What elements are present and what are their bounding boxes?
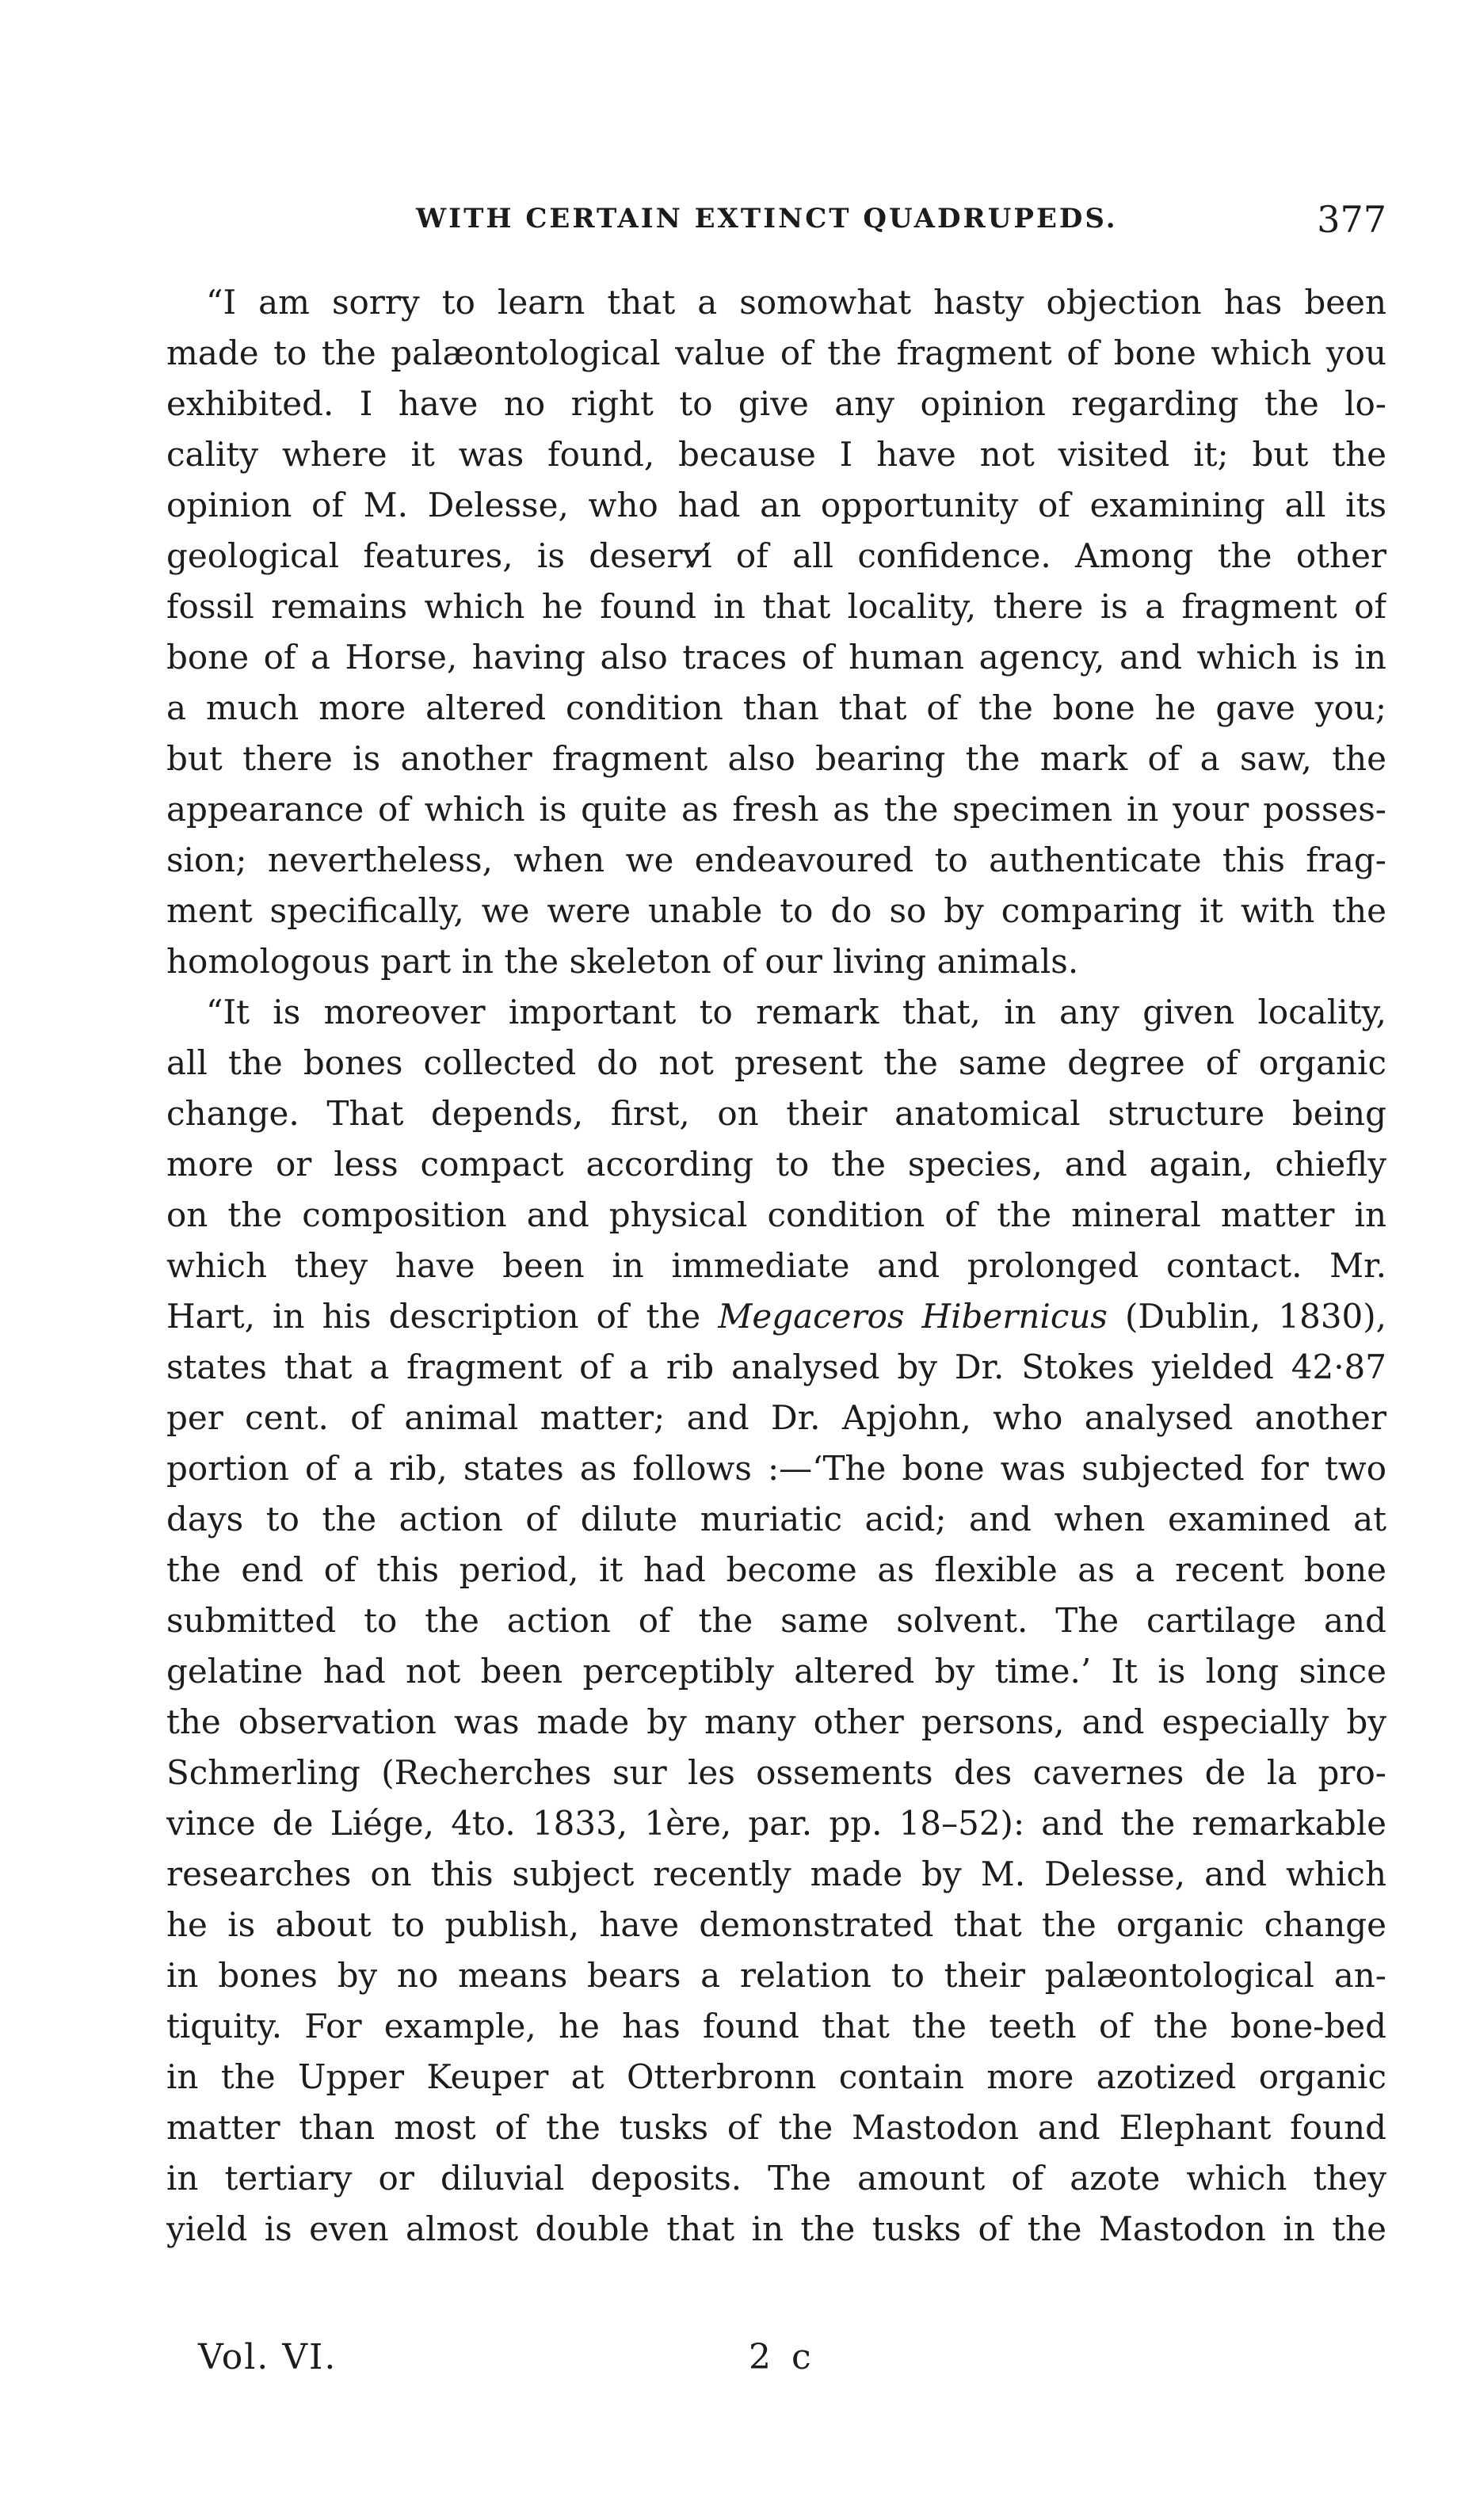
volume-label: Vol. VI. bbox=[198, 2337, 338, 2377]
text-line: fossil remains which he found in that locality, there is a fragment of bbox=[166, 587, 1386, 626]
text-line: homologous part in the skeleton of our living animals. bbox=[166, 942, 1079, 981]
text-line: he is about to publish, have demonstrated that the organic change bbox=[166, 1905, 1386, 1944]
text-line: the end of this period, it had become as flexible as a recent bone bbox=[166, 1550, 1386, 1589]
running-head bbox=[166, 198, 1386, 246]
text-line: a much more altered condition than that of the bone he gave you; bbox=[166, 688, 1386, 727]
body-text bbox=[166, 277, 1386, 2255]
signature-mark: 2 c bbox=[749, 2337, 816, 2377]
text-line: “It is moreover important to remark that, in any given locality, bbox=[206, 993, 1386, 1031]
text-line: cality where it was found, because I have not visited it; but the bbox=[166, 435, 1386, 474]
text-line: in bones by no means bears a relation to their palæontological an- bbox=[166, 1956, 1386, 1995]
text-line: vince de Liége, 4to. 1833, 1ère, par. pp. 18–52): and the remarkable bbox=[166, 1804, 1386, 1843]
text-line: but there is another fragment also bearing the mark of a saw, the bbox=[166, 739, 1386, 778]
text-line: opinion of M. Delesse, who had an opportunity of examining all its bbox=[166, 486, 1386, 524]
text-line: on the composition and physical condition of the mineral matter in bbox=[166, 1195, 1386, 1234]
text-line: submitted to the action of the same solvent. The cartilage and bbox=[166, 1601, 1386, 1640]
text-line: which they have been in immediate and prolonged contact. Mr. bbox=[166, 1246, 1386, 1285]
text-line: days to the action of dilute muriatic acid; and when examined at bbox=[166, 1500, 1386, 1538]
text-line: made to the palæontological value of the fragment of bone which you bbox=[166, 334, 1386, 372]
text-line: in the Upper Keuper at Otterbronn contain more azotized organic bbox=[166, 2057, 1386, 2096]
text-line: researches on this subject recently made by M. Delesse, and which bbox=[166, 1855, 1386, 1893]
text-line: exhibited. I have no right to give any opinion regarding the lo- bbox=[166, 384, 1386, 423]
text-line: per cent. of animal matter; and Dr. Apjohn, who analysed another bbox=[166, 1398, 1386, 1437]
text-line: all the bones collected do not present the same degree of organic bbox=[166, 1043, 1386, 1082]
page-number: 377 bbox=[1317, 198, 1386, 241]
text-line: change. That depends, first, on their anatomical structure being bbox=[166, 1094, 1386, 1133]
species-name: Megaceros Hibernicus bbox=[718, 1297, 1108, 1336]
text-line: states that a fragment of a rib analysed by Dr. Stokes yielded 42·87 bbox=[166, 1348, 1386, 1386]
text-line: gelatine had not been perceptibly altered by time.’ It is long since bbox=[166, 1652, 1386, 1691]
running-head-title: WITH CERTAIN EXTINCT QUADRUPEDS. bbox=[416, 203, 1118, 234]
text-line: more or less compact according to the species, and again, chiefly bbox=[166, 1145, 1386, 1184]
text-line: the observation was made by many other persons, and especially by bbox=[166, 1702, 1386, 1741]
text-line: portion of a rib, states as follows :—‘The bone was subjected for two bbox=[166, 1449, 1386, 1488]
page-footer bbox=[166, 2337, 1386, 2385]
text-line: bone of a Horse, having also traces of human agency, and which is in bbox=[166, 638, 1386, 677]
paragraph-1 bbox=[166, 277, 1386, 987]
paragraph-2 bbox=[166, 987, 1386, 2255]
text-line: sion; nevertheless, when we endeavoured to authenticate this frag- bbox=[166, 841, 1386, 879]
text-line: matter than most of the tusks of the Mastodon and Elephant found bbox=[166, 2108, 1386, 2147]
text-line: appearance of which is quite as fresh as the specimen in your posses- bbox=[166, 790, 1386, 829]
text-line: tiquity. For example, he has found that the teeth of the bone-bed bbox=[166, 2007, 1386, 2045]
text-line: Schmerling (Recherches sur les ossements des cavernes de la pro- bbox=[166, 1753, 1386, 1792]
text-line: ment specifically, we were unable to do so by comparing it with the bbox=[166, 891, 1386, 930]
text-line: in tertiary or diluvial deposits. The amount of azote which they bbox=[166, 2159, 1386, 2198]
text-line: geological features, is deservi̸ of all confidence. Among the other bbox=[166, 536, 1386, 575]
text-line: yield is even almost double that in the tusks of the Mastodon in the bbox=[166, 2209, 1386, 2248]
text-line: “I am sorry to learn that a somowhat hasty objection has been bbox=[206, 283, 1386, 322]
text-line: Hart, in his description of the Megaceros Hibernicus (Dublin, 1830), bbox=[166, 1297, 1386, 1336]
